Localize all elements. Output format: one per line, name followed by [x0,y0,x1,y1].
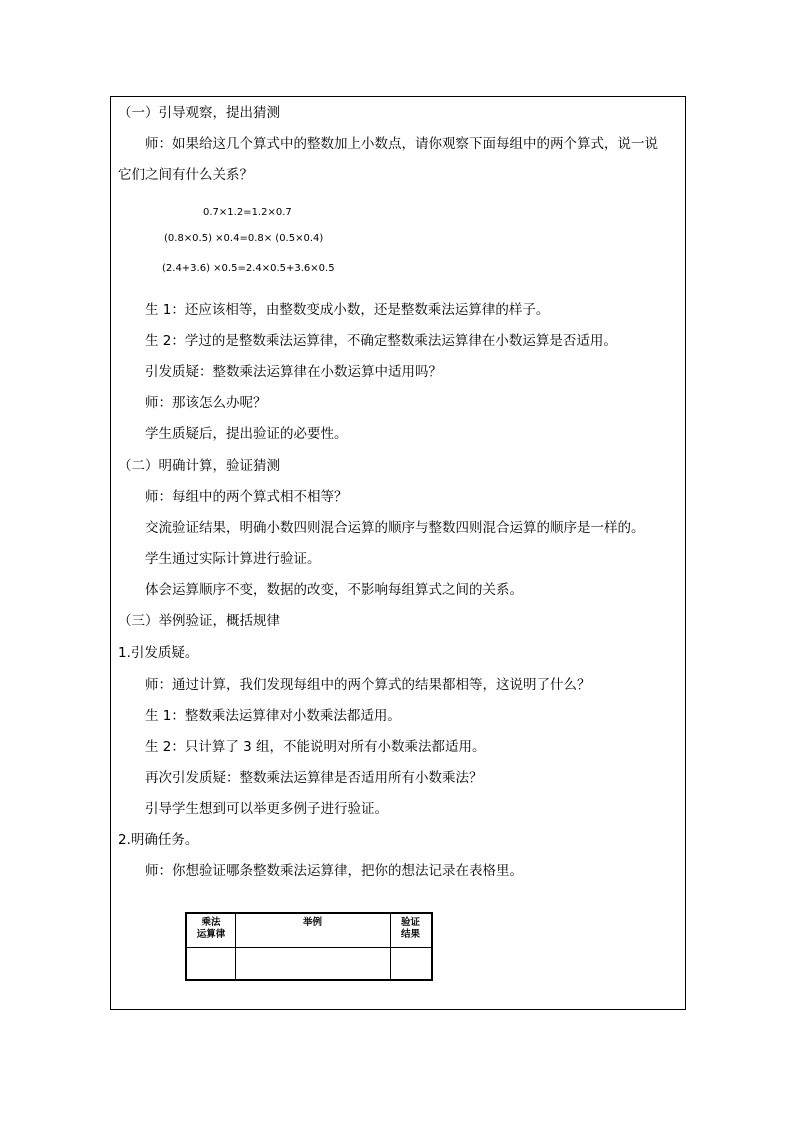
formula-1: 0.7×1.2=1.2×0.7 [203,207,292,218]
formula-3: (2.4+3.6) ×0.5=2.4×0.5+3.6×0.5 [162,263,335,274]
verification-necessity: 学生质疑后，提出验证的必要性。 [145,426,348,442]
teacher-question-line-2: 它们之间有什么关系？ [118,167,253,183]
second-doubt: 再次引发质疑：整数乘法运算律是否适用所有小数乘法？ [145,770,483,786]
step-1-heading: 1.引发质疑。 [118,645,199,661]
teacher-equal-question: 师：每组中的两个算式相不相等？ [145,489,348,505]
section-heading-1: （一）引导观察，提出猜测 [118,105,280,121]
student-1-claim: 生 1：整数乘法运算律对小数乘法都适用。 [145,708,401,724]
table-header-law: 乘法 运算律 [196,917,226,940]
step-2-heading: 2.明确任务。 [118,832,199,848]
teacher-prompt: 师：那该怎么办呢？ [145,395,267,411]
table-header-result: 验证 结果 [400,917,420,940]
student-2-answer: 生 2：学过的是整数乘法运算律，不确定整数乘法运算律在小数运算是否适用。 [145,333,617,349]
order-unchanged: 体会运算顺序不变，数据的改变，不影响每组算式之间的关系。 [145,582,523,598]
exchange-results: 交流验证结果，明确小数四则混合运算的顺序与整数四则混合运算的顺序是一样的。 [145,520,645,536]
section-heading-2: （二）明确计算，验证猜测 [118,458,280,474]
table-cell-result[interactable] [391,948,431,979]
section-heading-3: （三）举例验证，概括规律 [118,613,280,629]
student-1-answer: 生 1：还应该相等，由整数变成小数，还是整数乘法运算律的样子。 [145,302,550,318]
table-cell-law[interactable] [187,948,235,979]
table-header-example: 举例 [302,917,322,928]
record-table [185,912,433,981]
teacher-task: 师：你想验证哪条整数乘法运算律，把你的想法记录在表格里。 [145,863,523,879]
guide-examples: 引导学生想到可以举更多例子进行验证。 [145,801,388,817]
raise-doubt: 引发质疑：整数乘法运算律在小数运算中适用吗？ [145,364,442,380]
actual-calculation: 学生通过实际计算进行验证。 [145,551,321,567]
teacher-conclusion-question: 师：通过计算，我们发现每组中的两个算式的结果都相等，这说明了什么？ [145,677,591,693]
student-2-claim: 生 2：只计算了 3 组，不能说明对所有小数乘法都适用。 [145,739,486,755]
formula-2: (0.8×0.5) ×0.4=0.8× (0.5×0.4) [164,233,324,244]
table-cell-example[interactable] [236,948,390,979]
teacher-question-line-1: 师：如果给这几个算式中的整数加上小数点，请你观察下面每组中的两个算式，说一说 [145,136,658,152]
